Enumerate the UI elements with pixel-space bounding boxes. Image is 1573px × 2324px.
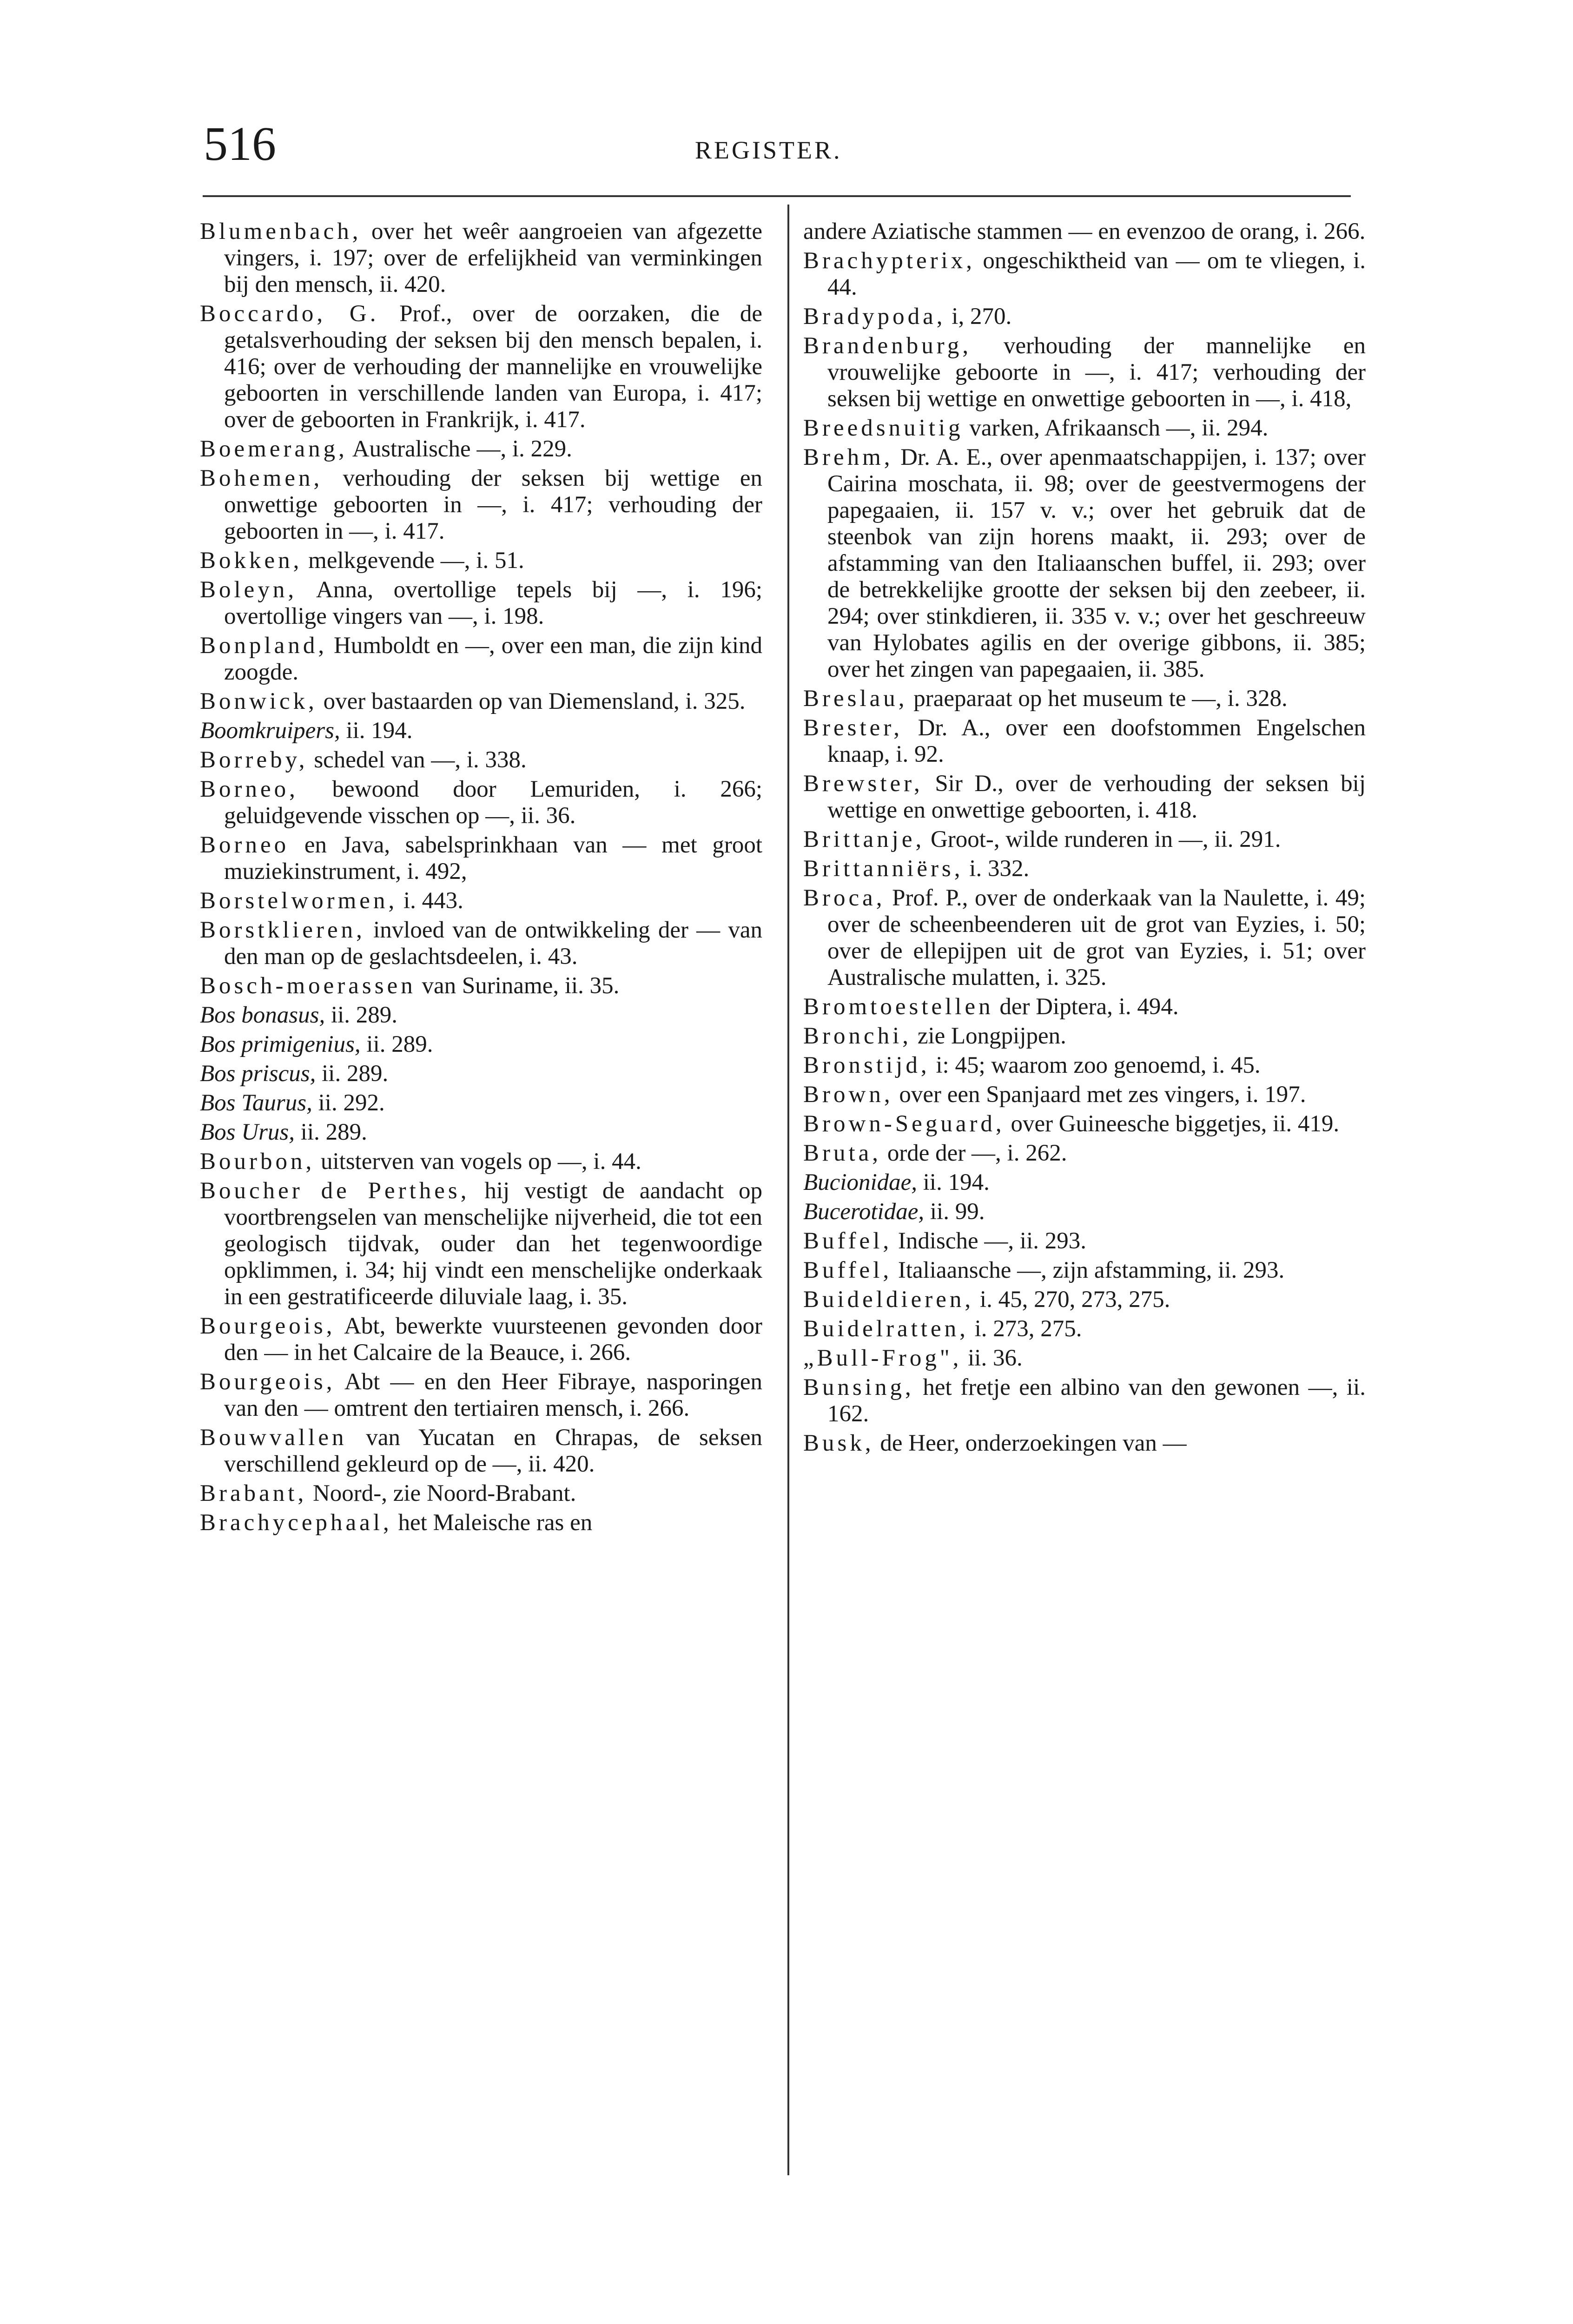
index-entry-text: Abt, bewerkte vuursteenen gevonden door den — in het Calcaire de la Beauce, i. 266. [224, 1313, 762, 1366]
index-entry [803, 218, 1366, 245]
index-entry-text: en Java, sabelsprinkhaan van — met groot muziekinstrument, i. 492, [224, 832, 762, 885]
index-entry-headword: Brester, [803, 715, 903, 741]
index-entry-text: verhouding der seksen bij wettige en onwettige geboorten in —, i. 417; verhouding der geboorten in —, i. 417. [224, 465, 762, 544]
index-entry [200, 888, 762, 914]
index-entry-text: ii. 194. [917, 1169, 990, 1195]
index-entry [803, 444, 1366, 683]
index-entry-headword: Brown-Seguard, [803, 1111, 1005, 1137]
index-entry-text: Dr. A., over een doofstommen Engelschen knaap, i. 92. [827, 715, 1366, 767]
index-entry [803, 1082, 1366, 1108]
index-entry-text: het Maleische ras en [392, 1510, 593, 1536]
index-entry-text: i. 443. [397, 888, 463, 914]
index-entry-text: van Yucatan en Chrapas, de seksen verschillend gekleurd op de —, ii. 420. [224, 1425, 762, 1477]
index-entry [803, 1316, 1366, 1342]
index-entry [803, 1169, 1366, 1196]
index-entry [200, 973, 762, 999]
index-entry-text: van Suriname, ii. 35. [416, 973, 620, 999]
index-entry-text: Indische —, ii. 293. [892, 1228, 1086, 1254]
index-entry-headword: „Bull-Frog", [803, 1345, 962, 1371]
index-entry-headword: Bronchi, [803, 1023, 912, 1049]
index-entry-headword: Bruta, [803, 1140, 882, 1166]
index-entry-text: schedel van —, i. 338. [308, 747, 527, 773]
index-entry [200, 832, 762, 885]
index-entry-text: over bastaarden op van Diemensland, i. 325. [317, 688, 746, 714]
index-entry-text: Groot-, wilde runderen in —, ii. 291. [925, 826, 1281, 852]
index-entry-text: over een Spanjaard met zes vingers, i. 197. [893, 1082, 1306, 1108]
index-entry-text: Australische —, i. 229. [347, 436, 572, 462]
index-entry-text: der Diptera, i. 494. [993, 994, 1179, 1020]
index-entry-headword: Bouwvallen [200, 1425, 347, 1451]
index-entry-text: ongeschiktheid van — om te vliegen, i. 44. [827, 248, 1366, 300]
index-entry [200, 718, 762, 744]
index-entry-text: hij vestigt de aandacht op voortbrengselen van menschelijke nijverheid, die tot een geologisch tijdvak, ouder dan het tegenwoordige opklimmen, i. 34; hij vindt een menschelijke onderkaak in een gestratificeerde diluviale laag, i. 35. [224, 1178, 762, 1310]
index-entry [803, 715, 1366, 768]
index-entry-headword: Brehm, [803, 444, 893, 470]
index-entry-headword: Bosch-moerassen [200, 973, 416, 999]
index-entry [200, 776, 762, 829]
index-entry-text: andere Aziatische stammen — en evenzoo de orang, i. 266. [803, 218, 1366, 244]
index-entry-headword: Bourgeois, [200, 1313, 336, 1339]
index-entry-text: ii. 289. [295, 1119, 367, 1145]
index-entry-text: Noord-, zie Noord-Brabant. [307, 1480, 576, 1506]
index-entry-text: ii. 99. [924, 1199, 985, 1225]
index-entry-text: zie Longpijpen. [912, 1023, 1066, 1049]
index-entry [803, 1228, 1366, 1254]
index-entry [200, 1510, 762, 1536]
index-entry [803, 304, 1366, 330]
index-entry [200, 577, 762, 630]
index-entry-headword: Bos bonasus, [200, 1002, 325, 1028]
index-entry-text: bewoond door Lemuriden, i. 266; geluidgevende visschen op —, ii. 36. [224, 776, 762, 829]
index-entry [803, 994, 1366, 1020]
index-entry-headword: Brachycephaal, [200, 1510, 392, 1536]
index-entry-headword: Borreby, [200, 747, 308, 773]
index-entry-headword: Bronstijd, [803, 1052, 930, 1078]
index-entry [803, 1111, 1366, 1137]
index-entry-headword: Bos primigenius, [200, 1031, 361, 1057]
index-entry-headword: Brandenburg, [803, 333, 972, 359]
index-entry [200, 1369, 762, 1422]
index-entry-text: over Guineesche biggetjes, ii. 419. [1005, 1111, 1340, 1137]
index-entry-headword: Boemerang, [200, 436, 348, 462]
index-entry-headword: Bonwick, [200, 688, 317, 714]
index-entry-text: verhouding der mannelijke en vrouwelijke geboorte in —, i. 417; verhouding der seksen bij wettige en onwettige geboorten in —, i. 418, [827, 333, 1366, 412]
index-entry [803, 415, 1366, 442]
left-column [200, 218, 762, 1539]
index-entry-text: i, 270. [945, 304, 1012, 330]
index-entry [803, 333, 1366, 412]
index-entry-text: ii. 194. [340, 718, 413, 744]
index-entry [803, 248, 1366, 301]
index-entry-headword: Buidelratten, [803, 1316, 969, 1342]
index-entry-text: varken, Afrikaansch —, ii. 294. [963, 415, 1269, 441]
index-entry [803, 826, 1366, 853]
index-entry-text: Prof., over de oorzaken, die de getalsverhouding der seksen bij den mensch bepalen, i. 416; over de verhouding der mannelijke en vrouwelijke geboorten in verschillende landen van Europa, i. 417; over de geboorten in Frankrijk, i. 417. [224, 301, 762, 433]
index-entry-text: het fretje een albino van den gewonen —, ii. 162. [827, 1374, 1366, 1427]
index-entry-headword: Borstelwormen, [200, 888, 398, 914]
index-entry [200, 465, 762, 545]
index-entry [803, 1052, 1366, 1079]
index-entry-headword: Breedsnuitig [803, 415, 964, 441]
index-entry-headword: Brachypterix, [803, 248, 975, 274]
index-entry-headword: Boomkruipers, [200, 718, 340, 744]
index-entry [200, 1031, 762, 1058]
page-number: 516 [204, 117, 276, 171]
index-entry-headword: Bourgeois, [200, 1369, 336, 1395]
index-entry [200, 917, 762, 970]
index-entry-text: ii. 292. [312, 1090, 385, 1116]
index-entry-headword: Busk, [803, 1430, 874, 1456]
index-entry-headword: Bos Taurus, [200, 1090, 312, 1116]
index-entry [200, 1061, 762, 1087]
header-rule [203, 195, 1351, 197]
index-entry-text: invloed van de ontwikkeling der — van den man op de geslachtsdeelen, i. 43. [224, 917, 762, 970]
index-entry-text: praeparaat op het museum te —, i. 328. [907, 686, 1288, 712]
index-entry-headword: Buideldieren, [803, 1287, 974, 1313]
index-entry-text: i. 332. [963, 856, 1030, 882]
index-entry-headword: Bonpland, [200, 633, 328, 659]
running-title: REGISTER. [695, 136, 842, 164]
index-entry-text: ii. 289. [360, 1031, 433, 1057]
index-entry [803, 686, 1366, 712]
index-entry-text: ii. 289. [325, 1002, 398, 1028]
index-entry [200, 1002, 762, 1029]
index-entry-headword: Bourbon, [200, 1149, 315, 1175]
index-entry [200, 1119, 762, 1146]
index-entry [200, 1313, 762, 1366]
index-entry-headword: Boccardo, G. [200, 301, 379, 327]
index-entry [200, 688, 762, 715]
index-entry-headword: Bos Urus, [200, 1119, 295, 1145]
index-entry-headword: Borstklieren, [200, 917, 365, 943]
index-entry-headword: Boleyn, [200, 577, 297, 603]
index-entry [803, 885, 1366, 991]
index-entry [200, 1425, 762, 1478]
index-entry-headword: Bromtoestellen [803, 994, 994, 1020]
index-entry [803, 1374, 1366, 1427]
index-entry-text: Humboldt en —, over een man, die zijn kind zoogde. [224, 633, 762, 685]
index-entry-headword: Brabant, [200, 1480, 307, 1506]
index-entry-headword: Boucher de Perthes, [200, 1178, 470, 1204]
right-column [803, 218, 1366, 1459]
index-entry-headword: Brown, [803, 1082, 893, 1108]
index-entry [200, 1480, 762, 1507]
index-entry-text: ii. 289. [316, 1061, 389, 1087]
index-entry [803, 1023, 1366, 1050]
index-entry-headword: Bohemen, [200, 465, 323, 491]
index-entry-headword: Bos priscus, [200, 1061, 316, 1087]
index-entry-text: Anna, overtollige tepels bij —, i. 196; overtollige vingers van —, i. 198. [224, 577, 762, 629]
index-entry-headword: Bradypoda, [803, 304, 946, 330]
index-entry-headword: Brittanniërs, [803, 856, 964, 882]
index-entry-headword: Bucionidae, [803, 1169, 918, 1195]
index-entry-headword: Broca, [803, 885, 886, 911]
index-entry-headword: Brittanje, [803, 826, 925, 852]
index-entry [803, 1257, 1366, 1284]
index-entry-text: i. 273, 275. [968, 1316, 1082, 1342]
index-entry-headword: Bunsing, [803, 1374, 914, 1400]
index-entry-headword: Buffel, [803, 1257, 892, 1283]
index-entry-text: orde der —, i. 262. [881, 1140, 1067, 1166]
index-entry-text: Dr. A. E., over apenmaatschappijen, i. 137; over Cairina moschata, ii. 98; over de geestvermogens der papegaaien, ii. 157 v. v.; over het gebruik dat de steenbok van zijn horens maakt, ii. 293; over de afstamming van den Italiaanschen buffel, ii. 293; over de betrekkelijke grootte der seksen bij den zeebeer, ii. 294; over stinkdieren, ii. 335 v. v.; over het geschreeuw van Hylobates agilis en der overige gibbons, ii. 385; over het zingen van papegaaien, ii. 385. [827, 444, 1366, 682]
index-entry-headword: Buffel, [803, 1228, 892, 1254]
column-divider [787, 205, 789, 2175]
index-entry-headword: Borneo, [200, 776, 298, 802]
index-entry-text: Abt — en den Heer Fibraye, nasporingen van den — omtrent den tertiairen mensch, i. 266. [224, 1369, 762, 1421]
index-entry-text: i. 45, 270, 273, 275. [974, 1287, 1170, 1313]
index-entry [803, 1345, 1366, 1372]
index-entry-text: i: 45; waarom zoo genoemd, i. 45. [930, 1052, 1261, 1078]
index-entry [200, 548, 762, 574]
index-entry [803, 1140, 1366, 1167]
index-entry [200, 436, 762, 462]
index-entry [200, 301, 762, 433]
index-entry-headword: Breslau, [803, 686, 908, 712]
index-entry [803, 1430, 1366, 1457]
index-entry-headword: Blumenbach, [200, 218, 362, 244]
index-entry-headword: Bucerotidae, [803, 1199, 925, 1225]
index-entry-headword: Bokken, [200, 548, 303, 574]
index-entry-text: melkgevende —, i. 51. [302, 548, 524, 574]
index-entry [803, 856, 1366, 882]
index-entry-headword: Brewster, [803, 771, 923, 797]
index-entry [200, 1090, 762, 1116]
index-entry [200, 633, 762, 686]
index-entry-text: Italiaansche —, zijn afstamming, ii. 293. [892, 1257, 1285, 1283]
index-entry-text: ii. 36. [962, 1345, 1023, 1371]
index-entry [200, 747, 762, 773]
index-entry-text: uitsterven van vogels op —, i. 44. [315, 1149, 641, 1175]
index-entry [200, 218, 762, 298]
index-entry-text: de Heer, onderzoekingen van — [874, 1430, 1187, 1456]
index-entry-headword: Borneo [200, 832, 290, 858]
index-entry [803, 1199, 1366, 1225]
index-entry-text: Sir D., over de verhouding der seksen bij wettige en onwettige geboorten, i. 418. [827, 771, 1366, 823]
index-entry [200, 1178, 762, 1310]
index-entry [200, 1149, 762, 1175]
index-entry [803, 1287, 1366, 1313]
index-entry-text: Prof. P., over de onderkaak van la Naulette, i. 49; over de scheenbeenderen uit de grot van Eyzies, i. 50; over de ellepijpen uit de grot van Eyzies, i. 51; over Australische mulatten, i. 325. [827, 885, 1366, 990]
index-entry-text: over het weêr aangroeien van afgezette vingers, i. 197; over de erfelijkheid van verminkingen bij den mensch, ii. 420. [224, 218, 762, 297]
index-entry [803, 771, 1366, 824]
